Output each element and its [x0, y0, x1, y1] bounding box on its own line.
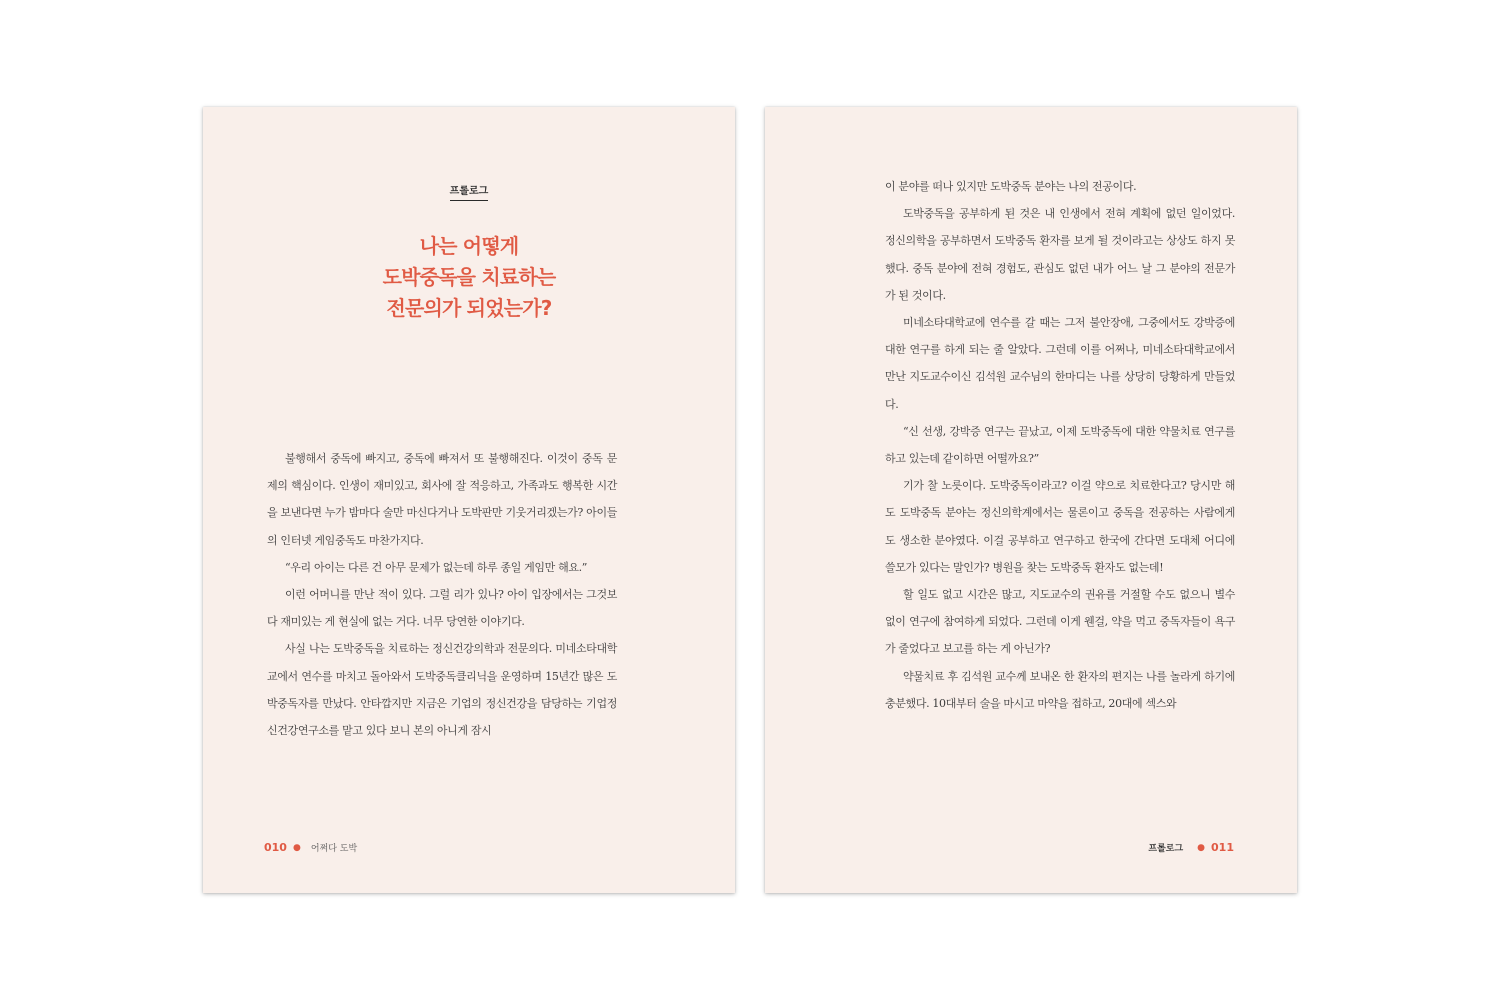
paragraph: 사실 나는 도박중독을 치료하는 정신건강의학과 전문의다. 미네소타대학교에서 연수를 마치고 돌아와서 도박중독클리닉을 운영하며 15년간 많은 도박중독자를 만났다. 안타깝지만 지금은 기업의 정신건강을 담당하는 기업정신건강연구소를 맡고 있다 보니 본의 아니게 잠시: [267, 642, 617, 738]
chapter-title-line: 나는 어떻게: [419, 234, 519, 258]
chapter-title-line: 전문의가 되었는가?: [386, 296, 552, 320]
paragraph: “우리 아이는 다른 건 아무 문제가 없는데 하루 종일 게임만 해요.”: [285, 560, 588, 574]
section-label-text: 프롤로그: [450, 182, 489, 201]
chapter-title-line: 도박중독을 치료하는: [382, 265, 556, 289]
bullet-icon: ●: [1197, 842, 1206, 853]
running-head: 프롤로그: [1148, 844, 1184, 854]
paragraph-continued: 이 분야를 떠나 있지만 도박중독 분야는 나의 전공이다.: [885, 180, 1137, 193]
page-number: 011: [1211, 841, 1234, 854]
paragraph: 미네소타대학교에 연수를 갈 때는 그저 불안장애, 그중에서도 강박증에 대한 연구를 하게 되는 줄 알았다. 그런데 이를 어쩌나, 미네소타대학교에서 만난 지도교수이신 김석원 교수님의 한마디는 나를 상당히 당황하게 만들었다.: [885, 316, 1235, 411]
paragraph: 할 일도 없고 시간은 많고, 지도교수의 권유를 거절할 수도 없으니 별수 없이 연구에 참여하게 되었다. 그런데 이게 웬걸, 약을 먹고 중독자들이 욕구가 줄었다고 보고를 하는 게 아닌가?: [885, 588, 1235, 656]
right-body-text: [885, 173, 1235, 717]
paragraph: 약물치료 후 김석원 교수께 보내온 한 환자의 편지는 나를 놀라게 하기에 충분했다. 10대부터 술을 마시고 마약을 접하고, 20대에 섹스와: [885, 669, 1235, 710]
paragraph: “신 선생, 강박증 연구는 끝났고, 이제 도박중독에 대한 약물치료 연구를 하고 있는데 같이하면 어떨까요?”: [885, 424, 1235, 466]
left-folio: [264, 841, 357, 854]
left-page: [203, 107, 735, 893]
paragraph: 불행해서 중독에 빠지고, 중독에 빠져서 또 불행해진다. 이것이 중독 문제의 핵심이다. 인생이 재미있고, 회사에 잘 적응하고, 가족과도 행복한 시간을 보낸다면 누가 밤마다 술만 마신다거나 도박판만 기웃거리겠는가? 아이들의 인터넷 게임중독도 마찬가지다.: [267, 452, 617, 547]
page-number: 010: [264, 841, 287, 854]
running-head: 어쩌다 도박: [310, 844, 358, 854]
section-label: [203, 179, 735, 201]
bullet-icon: ●: [292, 842, 301, 853]
right-folio: [1148, 841, 1234, 854]
chapter-title: [203, 231, 735, 324]
paragraph: 기가 찰 노릇이다. 도박중독이라고? 이걸 약으로 치료한다고? 당시만 해도 도박중독 분야는 정신의학계에서는 물론이고 중독을 전공하는 사람에게도 생소한 분야였다. 이걸 공부하고 연구하고 한국에 간다면 도대체 어디에 쓸모가 있다는 말인가? 병원을 찾는 도박중독 환자도 없는데!: [885, 479, 1235, 574]
left-body-text: [267, 445, 617, 744]
paragraph: 이런 어머니를 만난 적이 있다. 그럴 리가 있나? 아이 입장에서는 그것보다 재미있는 게 현실에 없는 거다. 너무 당연한 이야기다.: [267, 588, 617, 629]
right-page: [765, 107, 1297, 893]
paragraph: 도박중독을 공부하게 된 것은 내 인생에서 전혀 계획에 없던 일이었다. 정신의학을 공부하면서 도박중독 환자를 보게 될 것이라고는 상상도 하지 못했다. 중독 분야에 전혀 경험도, 관심도 없던 내가 어느 날 그 분야의 전문가가 된 것이다.: [885, 207, 1235, 302]
